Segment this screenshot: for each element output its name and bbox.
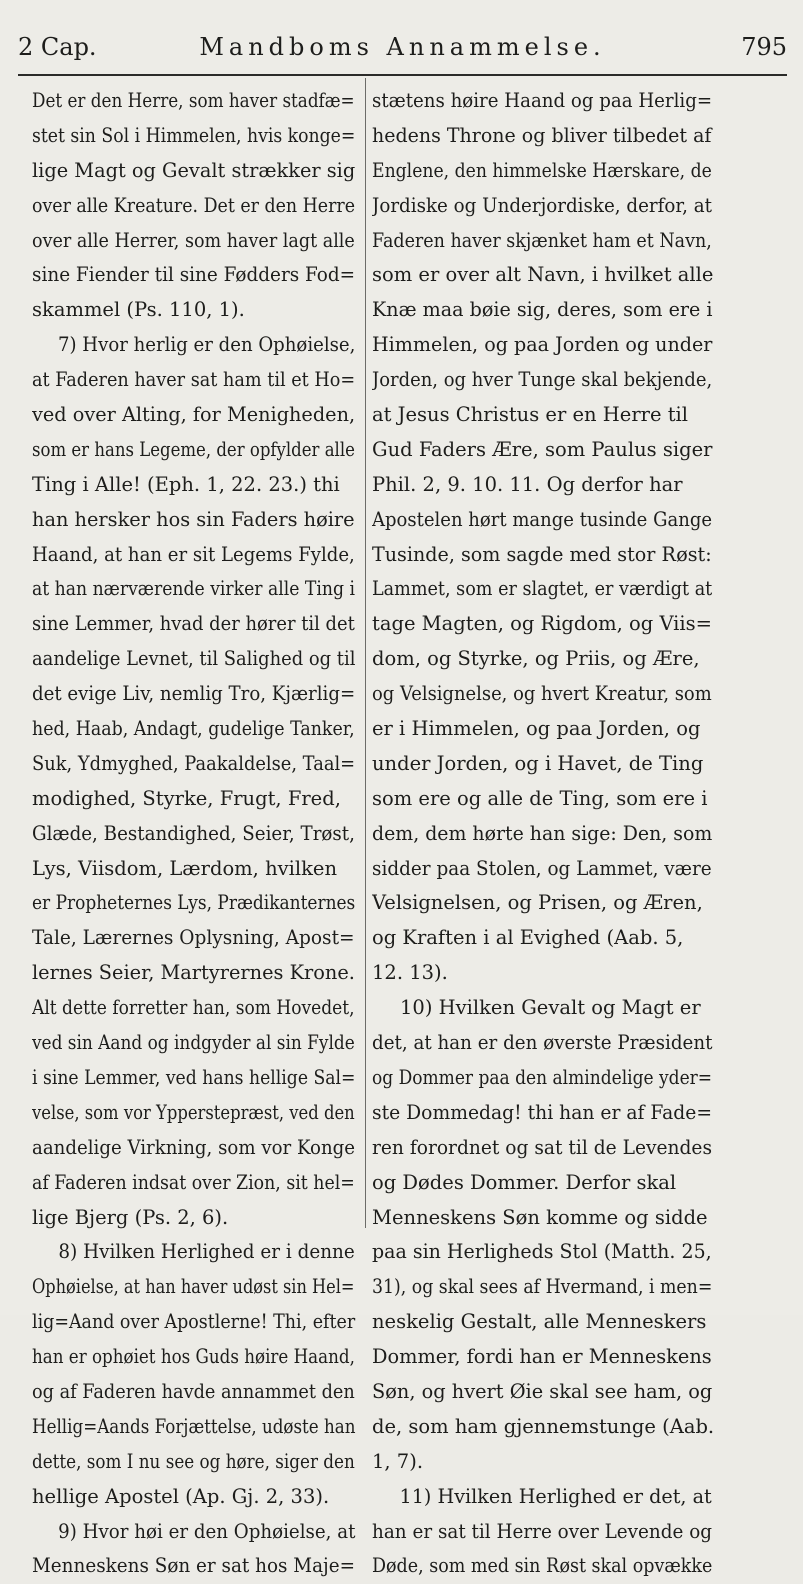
text-line: 11) Hvilken Herlighed er det, at — [399, 1484, 712, 1508]
text-line: Knæ maa bøie sig, deres, som ere i — [372, 298, 713, 322]
column-divider — [365, 78, 366, 1228]
text-line: sidder paa Stolen, og Lammet, være — [372, 856, 712, 880]
text-line: Haand, at han er sit Legems Fylde, — [32, 542, 355, 566]
text-line: Dommer, fordi han er Menneskens — [372, 1345, 712, 1369]
text-line: dem, dem hørte han sige: Den, som — [372, 821, 713, 845]
text-line: under Jorden, og i Havet, de Ting — [372, 751, 704, 775]
text-line: som er hans Legeme, der opfylder alle — [32, 437, 355, 461]
text-line: lige Bjerg (Ps. 2, 6). — [32, 1205, 229, 1229]
page-number: 795 — [741, 33, 787, 61]
text-line: Tale, Lærernes Oplysning, Apost= — [32, 926, 355, 950]
text-line: aandelige Virkning, som vor Konge — [32, 1135, 356, 1159]
text-line: Hellig=Aands Forjættelse, udøste han — [32, 1414, 356, 1438]
text-line: skammel (Ps. 110, 1). — [32, 298, 245, 322]
text-line: at han nærværende virker alle Ting i — [32, 577, 356, 601]
text-line: Apostelen hørt mange tusinde Gange — [372, 507, 713, 531]
text-line: Lys, Viisdom, Lærdom, hvilken — [32, 856, 338, 880]
text-line: dom, og Styrke, og Priis, og Ære, — [372, 647, 700, 671]
running-header — [18, 30, 787, 64]
text-line: Døde, som med sin Røst skal opvække — [372, 1554, 713, 1578]
text-line: stet sin Sol i Himmelen, hvis konge= — [32, 123, 356, 147]
text-line: Velsignelsen, og Prisen, og Æren, — [372, 891, 703, 915]
running-title: Mandboms Annammelse. — [199, 33, 606, 61]
text-line: hellige Apostel (Ap. Gj. 2, 33). — [32, 1484, 330, 1508]
text-line: det, at han er den øverste Præsident — [372, 1031, 713, 1055]
text-line: Alt dette forretter han, som Hovedet, — [32, 996, 355, 1020]
text-line: 12. 13). — [372, 961, 448, 985]
text-line: 10) Hvilken Gevalt og Magt er — [400, 996, 701, 1020]
text-line: Glæde, Bestandighed, Seier, Trøst, — [32, 821, 355, 845]
text-line: han er sat til Herre over Levende og — [372, 1519, 713, 1543]
text-line: lernes Seier, Martyrernes Krone. — [32, 961, 355, 985]
text-line: paa sin Herligheds Stol (Matth. 25, — [372, 1240, 712, 1264]
text-line: Gud Faders Ære, som Paulus siger — [372, 437, 713, 461]
text-line: han hersker hos sin Faders høire — [32, 507, 355, 531]
text-line: dette, som I nu see og høre, siger den — [32, 1449, 355, 1473]
text-line: Menneskens Søn komme og sidde — [372, 1205, 708, 1229]
text-line: lige Magt og Gevalt strækker sig — [32, 158, 356, 182]
text-line: 31), og skal sees af Hvermand, i men= — [372, 1275, 713, 1299]
text-line: 8) Hvilken Herlighed er i denne — [58, 1240, 355, 1264]
text-line: tage Magten, og Rigdom, og Viis= — [372, 612, 713, 636]
text-line: neskelig Gestalt, alle Menneskers — [372, 1310, 707, 1334]
text-line: lig=Aand over Apostlerne! Thi, efter — [32, 1310, 356, 1334]
text-line: Søn, og hvert Øie skal see ham, og — [372, 1379, 713, 1403]
text-line: sine Lemmer, hvad der hører til det — [32, 612, 355, 636]
text-line: at Jesus Christus er en Herre til — [372, 403, 689, 427]
text-line: Menneskens Søn er sat hos Maje= — [32, 1554, 356, 1578]
text-line: og Dødes Dommer. Derfor skal — [372, 1170, 677, 1194]
text-line: Phil. 2, 9. 10. 11. Og derfor har — [372, 472, 683, 496]
text-line: hedens Throne og bliver tilbedet af — [372, 123, 712, 147]
text-line: Ting i Alle! (Eph. 1, 22. 23.) thi — [32, 472, 340, 496]
text-line: ren forordnet og sat til de Levendes — [372, 1135, 713, 1159]
left-text-column — [32, 84, 357, 1584]
text-line: sine Fiender til sine Fødders Fod= — [32, 263, 356, 287]
text-line: at Faderen haver sat ham til et Ho= — [32, 368, 356, 392]
text-line: modighed, Styrke, Frugt, Fred, — [32, 786, 341, 810]
text-line: over alle Herrer, som haver lagt alle — [32, 228, 355, 252]
text-line: ved sin Aand og indgyder al sin Fylde — [32, 1031, 355, 1055]
text-line: Det er den Herre, som haver stadfæ= — [32, 89, 355, 112]
text-line: 9) Hvor høi er den Ophøielse, at — [58, 1519, 356, 1543]
right-text-column — [372, 84, 714, 1584]
text-line: er i Himmelen, og paa Jorden, og — [372, 717, 701, 741]
text-line: Lammet, som er slagtet, er værdigt at — [372, 577, 713, 601]
text-line: og Velsignelse, og hvert Kreatur, som — [372, 682, 712, 706]
text-line: hed, Haab, Andagt, gudelige Tanker, — [32, 717, 355, 741]
text-line: han er ophøiet hos Guds høire Haand, — [32, 1345, 355, 1369]
text-line: som ere og alle de Ting, som ere i — [372, 786, 708, 810]
text-line: over alle Kreature. Det er den Herre — [32, 193, 356, 217]
chapter-label: 2 Cap. — [18, 33, 97, 61]
text-line: det evige Liv, nemlig Tro, Kjærlig= — [32, 682, 356, 706]
text-line: Jorden, og hver Tunge skal bekjende, — [372, 368, 713, 392]
text-line: i sine Lemmer, ved hans hellige Sal= — [32, 1065, 356, 1089]
text-line: Tusinde, som sagde med stor Røst: — [372, 542, 712, 566]
text-line: og Kraften i al Evighed (Aab. 5, — [372, 926, 684, 950]
text-line: Suk, Ydmyghed, Paakaldelse, Taal= — [32, 751, 356, 775]
text-line: de, som ham gjennemstunge (Aab. — [372, 1414, 714, 1438]
text-line: Jordiske og Underjordiske, derfor, at — [372, 193, 712, 217]
header-rule — [18, 74, 787, 76]
text-line: 7) Hvor herlig er den Ophøielse, — [57, 333, 356, 357]
text-line: ste Dommedag! thi han er af Fade= — [372, 1100, 713, 1124]
text-line: Himmelen, og paa Jorden og under — [372, 333, 713, 357]
text-line: og af Faderen havde annammet den — [32, 1379, 355, 1403]
text-line: Ophøielse, at han haver udøst sin Hel= — [32, 1275, 355, 1299]
text-line: ved over Alting, for Menigheden, — [32, 403, 356, 427]
text-line: er Propheternes Lys, Prædikanternes — [32, 891, 356, 915]
text-line: aandelige Levnet, til Salighed og til — [32, 647, 356, 671]
text-line: 1, 7). — [372, 1449, 424, 1473]
text-line: velse, som vor Ypperstepræst, ved den — [32, 1100, 355, 1124]
text-line: som er over alt Navn, i hvilket alle — [372, 263, 714, 287]
text-line: af Faderen indsat over Zion, sit hel= — [32, 1170, 355, 1194]
text-line: Englene, den himmelske Hærskare, de — [372, 158, 712, 182]
text-line: stætens høire Haand og paa Herlig= — [372, 89, 713, 112]
text-line: og Dommer paa den almindelige yder= — [372, 1065, 713, 1089]
text-line: Faderen haver skjænket ham et Navn, — [372, 228, 712, 252]
